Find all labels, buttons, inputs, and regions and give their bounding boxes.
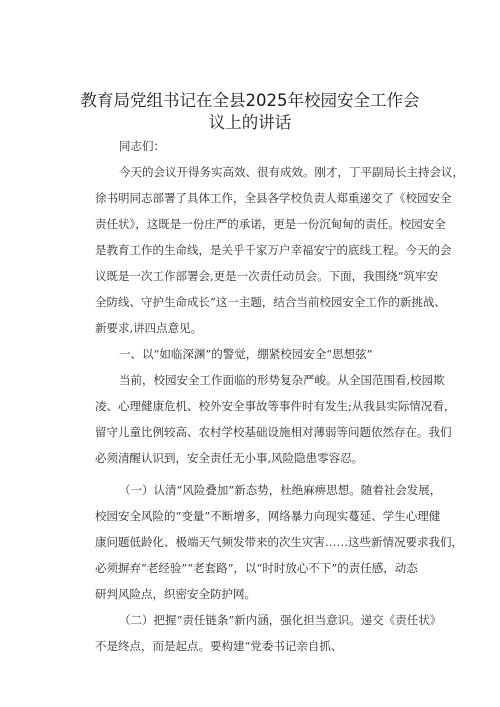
paragraph-line: 康问题低龄化、极端天气频发带来的次生灾害……这些新情况要求我们， xyxy=(95,535,463,549)
salutation: 同志们： xyxy=(119,139,165,153)
paragraph-line: 必须清醒认识到，安全责任无小事,风险隐患零容忍。 xyxy=(95,451,364,465)
paragraph-line: （二）把握“责任链条”新内涵，强化担当意识。递交《责任状》 xyxy=(119,613,442,627)
paragraph-line: 新要求,讲四点意见。 xyxy=(95,321,203,335)
paragraph-line: 留守儿童比例较高、农村学校基础设施相对薄弱等问题依然存在。我们 xyxy=(95,425,452,439)
paragraph-line: 责任状》，这既是一份庄严的承诺，更是一份沉甸甸的责任。校园安全 xyxy=(95,217,446,231)
paragraph-line: 不是终点，而是起点。要构建“党委书记亲自抓、 xyxy=(95,639,343,653)
section-heading: 一、以“如临深渊”的警觉，绷紧校园安全“思想弦” xyxy=(119,347,373,361)
paragraph-line: 研判风险点，织密安全防护网。 xyxy=(95,587,256,601)
paragraph-line: 徐书明同志部署了具体工作，全县各学校负责人郑重递交了《校园安全 xyxy=(95,191,452,205)
paragraph-line: 凌、心理健康危机、校外安全事故等事件时有发生;从我县实际情况看， xyxy=(95,399,456,413)
paragraph-line: 全防线、守护生命成长”这一主题，结合当前校园安全工作的新挑战、 xyxy=(95,295,446,309)
paragraph-line: （一）认清“风险叠加”新态势，杜绝麻痹思想。随着社会发展， xyxy=(119,483,442,497)
paragraph-line: 今天的会议开得务实高效、很有成效。刚才，丁平副局长主持会议， xyxy=(119,165,464,179)
paragraph-line: 议既是一次工作部署会,更是一次责任动员会。下面，我围绕“筑牢安 xyxy=(95,269,439,283)
paragraph-line: 必须摒弃“老经验”“老套路”，以“时时放心不下”的责任感，动态 xyxy=(95,561,418,575)
document-title-line-2: 议上的讲话 xyxy=(208,113,292,132)
paragraph-line: 校园安全风险的“变量”不断增多，网络暴力向现实蔓延、学生心理健 xyxy=(95,509,441,523)
document-title-line-1: 教育局党组书记在全县2025年校园安全工作会 xyxy=(80,91,420,110)
paragraph-line: 是教育工作的生命线，是关乎千家万户幸福安宁的底线工程。今天的会 xyxy=(95,243,452,257)
paragraph-line: 当前，校园安全工作面临的形势复杂严峻。从全国范围看,校园欺 xyxy=(119,373,445,387)
